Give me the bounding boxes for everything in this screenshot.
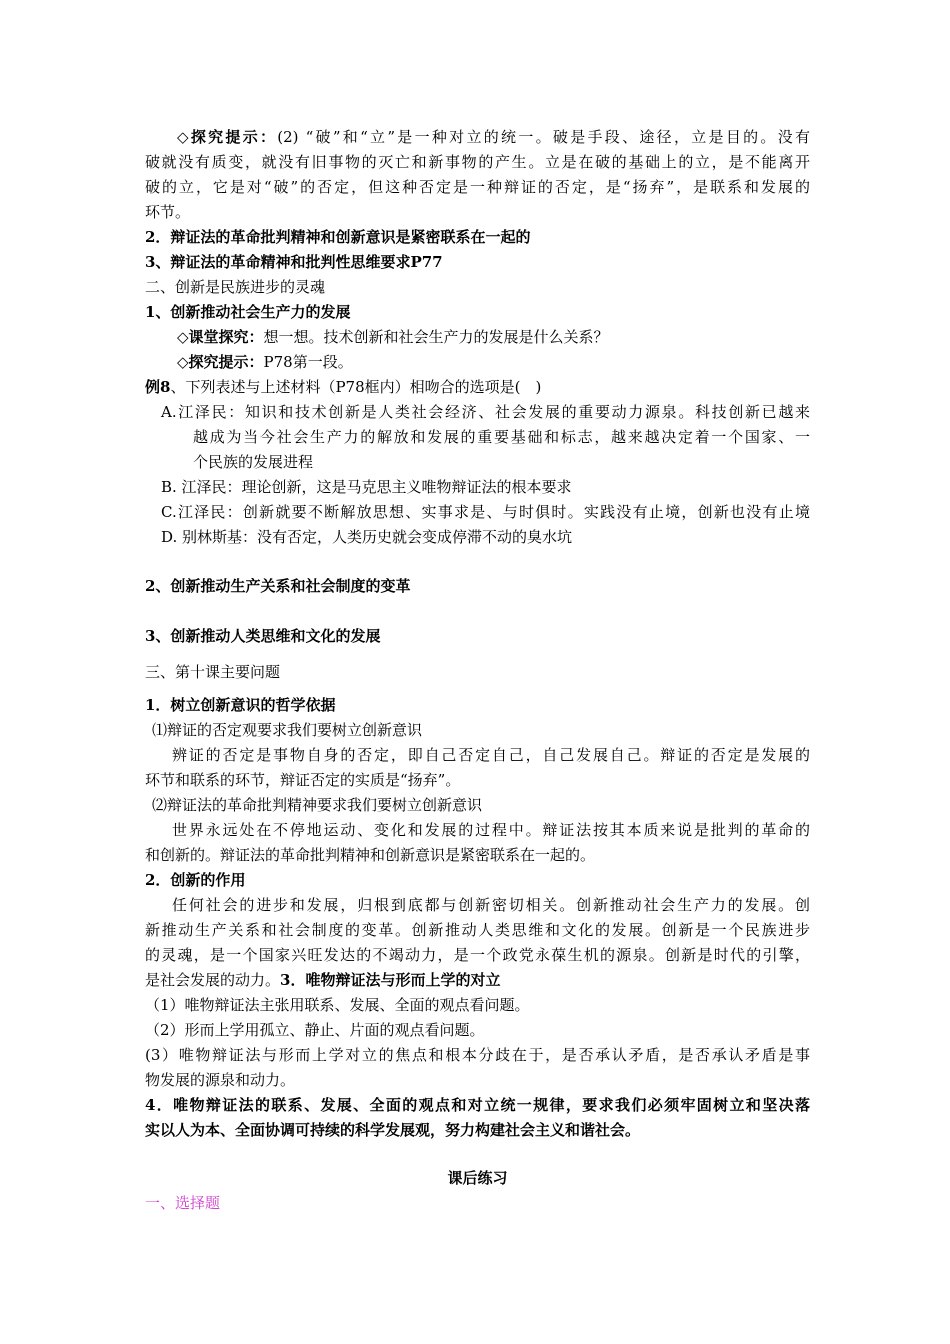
list-item: (3）唯物辩证法与形而上学对立的焦点和根本分歧在于，是否承认矛盾，是否承认矛盾是事 xyxy=(145,1046,810,1064)
conclusion-line: 实以人为本、全面协调可持续的科学发展观，努力构建社会主义和谐社会。 xyxy=(145,1121,641,1139)
option-b: B. 江泽民：理论创新，这是马克思主义唯物辩证法的根本要求 xyxy=(161,478,572,496)
list-item: （1）唯物辩证法主张用联系、发展、全面的观点看问题。 xyxy=(145,996,530,1014)
classroom-inquiry: ◇课堂探究：想一想。技术创新和社会生产力的发展是什么关系？ xyxy=(177,328,609,346)
list-item-cont: 物发展的源泉和动力。 xyxy=(145,1071,296,1089)
conclusion-line: 4．唯物辩证法的联系、发展、全面的观点和对立统一规律，要求我们必须牢固树立和坚决落 xyxy=(145,1096,810,1114)
section-heading: 1．树立创新意识的哲学依据 xyxy=(145,696,336,714)
option-a-cont: 越成为当今社会生产力的解放和发展的重要基础和标志，越来越决定着一个国家、一 xyxy=(193,428,810,446)
inquiry-hint-label: ◇探究提示： xyxy=(177,128,278,146)
paragraph-line: 是社会发展的动力。3．唯物辩证法与形而上学的对立 xyxy=(145,971,501,989)
section-heading: 2．辩证法的革命批判精神和创新意识是紧密联系在一起的 xyxy=(145,228,531,246)
paragraph-line: ◇探究提示：(2) “破”和“立”是一种对立的统一。破是手段、途径，立是目的。没有 xyxy=(177,128,810,146)
option-d: D. 别林斯基：没有否定，人类历史就会变成停滞不动的臭水坑 xyxy=(161,528,573,546)
section-heading: 1、创新推动社会生产力的发展 xyxy=(145,303,351,321)
paragraph-line: 环节和联系的环节，辩证否定的实质是“扬弃”。 xyxy=(145,771,461,789)
paragraph-line: 环节。 xyxy=(145,203,191,221)
exercise-title: 课后练习 xyxy=(447,1169,508,1187)
list-item: （2）形而上学用孤立、静止、片面的观点看问题。 xyxy=(145,1021,485,1039)
option-c: C.江泽民：创新就要不断解放思想、实事求是、与时俱时。实践没有止境，创新也没有止境 xyxy=(161,503,810,521)
paragraph-line: 世界永远处在不停地运动、变化和发展的过程中。辩证法按其本质来说是批判的革命的 xyxy=(172,821,810,839)
paragraph-line: 辨证的否定是事物自身的否定，即自己否定自己，自己发展自己。辩证的否定是发展的 xyxy=(172,746,810,764)
sub-point: ⑵辩证法的革命批判精神要求我们要树立创新意识 xyxy=(152,796,483,814)
chapter-heading: 二、创新是民族进步的灵魂 xyxy=(145,278,326,296)
section-heading: 2．创新的作用 xyxy=(145,871,246,889)
paragraph-line: 新推动生产关系和社会制度的变革。创新推动人类思维和文化的发展。创新是一个民族进步 xyxy=(145,921,810,939)
section-heading: 3、创新推动人类思维和文化的发展 xyxy=(145,627,381,645)
section-heading: 3、辩证法的革命精神和批判性思维要求P77 xyxy=(145,253,443,271)
section-heading: 2、创新推动生产关系和社会制度的变革 xyxy=(145,577,411,595)
paragraph-line: 破就没有质变，就没有旧事物的灭亡和新事物的产生。立是在破的基础上的立，是不能离开 xyxy=(145,153,810,171)
option-a: A.江泽民：知识和技术创新是人类社会经济、社会发展的重要动力源泉。科技创新已越来 xyxy=(161,403,810,421)
section-heading-inline: 3．唯物辩证法与形而上学的对立 xyxy=(280,971,501,989)
paragraph-line: 和创新的。辩证法的革命批判精神和创新意识是紧密联系在一起的。 xyxy=(145,846,596,864)
inquiry-hint: ◇探究提示：P78第一段。 xyxy=(177,353,353,371)
option-a-cont: 个民族的发展进程 xyxy=(193,453,314,471)
sub-point: ⑴辩证的否定观要求我们要树立创新意识 xyxy=(152,721,423,739)
example-question: 例8、下列表述与上述材料（P78框内）相吻合的选项是( ) xyxy=(145,378,542,396)
paragraph-line: 任何社会的进步和发展，归根到底都与创新密切相关。创新推动社会生产力的发展。创 xyxy=(172,896,810,914)
paragraph-line: 破的立，它是对“破”的否定，但这种否定是一种辩证的否定，是“扬弃”，是联系和发展的 xyxy=(145,178,810,196)
exercise-section-heading: 一、选择题 xyxy=(145,1194,221,1212)
chapter-heading: 三、第十课主要问题 xyxy=(145,663,281,681)
paragraph-line: 的灵魂，是一个国家兴旺发达的不竭动力，是一个政党永葆生机的源泉。创新是时代的引擎， xyxy=(145,946,810,964)
